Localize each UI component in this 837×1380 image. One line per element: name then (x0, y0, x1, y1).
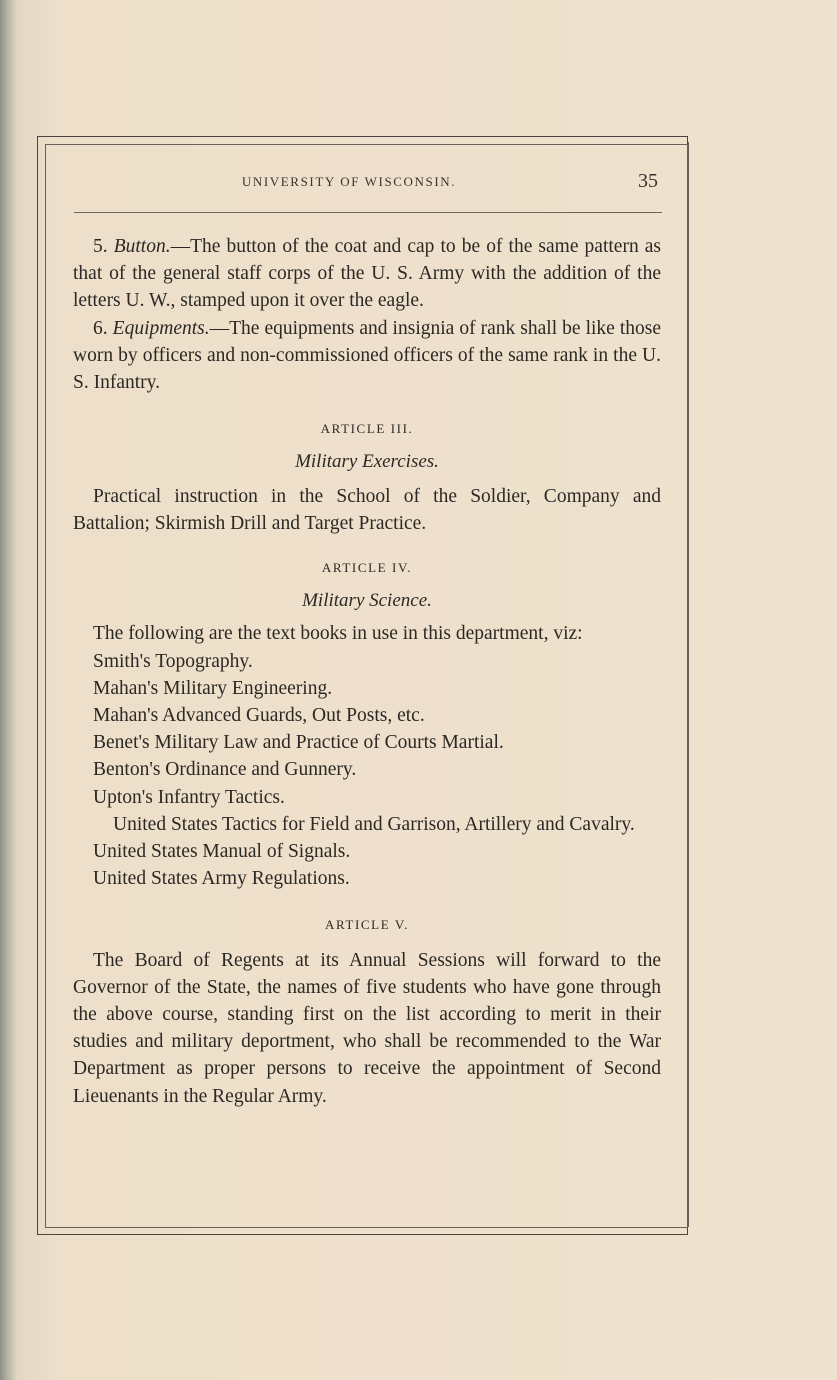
article-5-text: The Board of Regents at its Annual Sessions will forward to the Governor of the State, the names of five students who have gone through the above course, standing first on the list according to merit in their studies and military deportment, who shall be recommended to the War Department as proper persons to receive the appointment of Second Lieuenants in the Regular Army. (73, 949, 661, 1107)
article-4-intro: The following are the text books in use in this department, viz: (93, 623, 583, 645)
list-item: United States Army Regulations. (93, 868, 350, 890)
list-item: Mahan's Advanced Guards, Out Posts, etc. (93, 705, 425, 727)
list-item: Benton's Ordinance and Gunnery. (93, 759, 357, 781)
section-term: Equipments. (112, 317, 210, 339)
list-item: Benet's Military Law and Practice of Courts Martial. (93, 732, 504, 754)
page-border-bottom (45, 1227, 688, 1228)
section-equipments (73, 315, 661, 397)
page-header (74, 170, 662, 196)
section-number: 5. (93, 236, 108, 257)
article-3-text: Practical instruction in the School of the Soldier, Company and Battalion; Skirmish Drill and Target Practice. (73, 485, 661, 534)
page-border-right (688, 142, 694, 1227)
section-text: —The button of the coat and cap to be of the same pattern as that of the general staff corps of the U. S. Army with the addition of the letters U. W., stamped upon it over the eagle. (73, 236, 662, 312)
list-item: United States Manual of Signals. (93, 841, 351, 863)
page-number: 35 (638, 170, 658, 192)
article-5-heading: ARTICLE V. (324, 917, 410, 933)
article-4-title: Military Science. (302, 590, 432, 612)
list-item: United States Tactics for Field and Garrison, Artillery and Cavalry. (113, 813, 635, 835)
article-4-heading: ARTICLE IV. (321, 560, 413, 576)
list-item: Smith's Topography. (93, 650, 253, 672)
list-item: Upton's Infantry Tactics. (93, 786, 285, 808)
article-3-title: Military Exercises. (295, 451, 439, 473)
section-term: Button. (113, 236, 171, 257)
list-item: Mahan's Military Engineering. (93, 677, 333, 699)
header-rule (74, 212, 662, 213)
section-text: —The equipments and insignia of rank shall be like those worn by officers and non-commissioned officers of the same rank in the U. S. Infantry. (73, 317, 661, 394)
textbook-list (73, 648, 661, 893)
book-spine-edge (0, 0, 16, 1380)
section-button (73, 233, 661, 315)
page-body (73, 233, 661, 1110)
article-3-heading: ARTICLE III. (320, 421, 414, 437)
section-number: 6. (93, 317, 108, 339)
running-head: UNIVERSITY OF WISCONSIN. (241, 174, 457, 189)
